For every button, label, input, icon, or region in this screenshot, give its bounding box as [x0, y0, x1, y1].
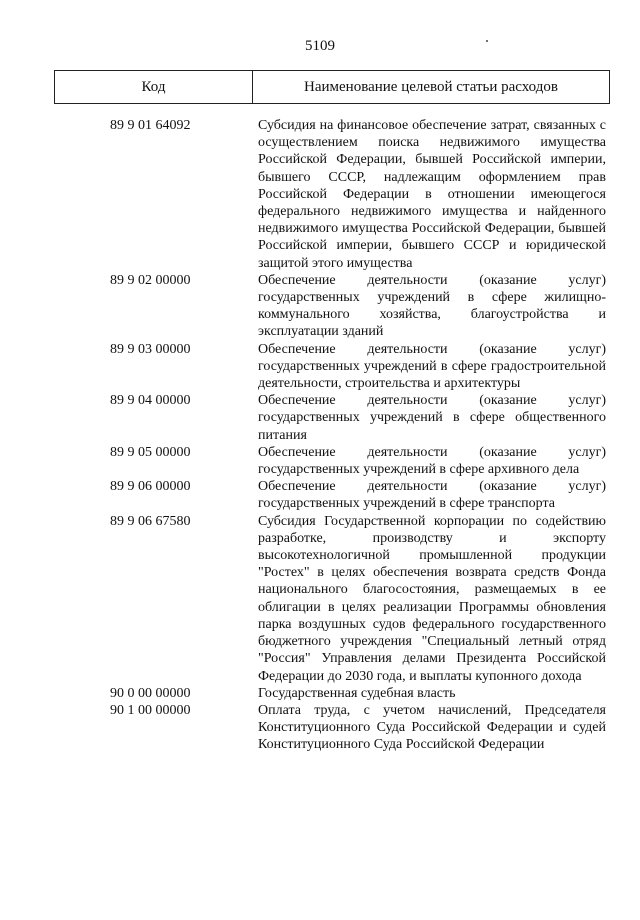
scan-speck: [486, 40, 488, 42]
table-row: [54, 478, 610, 512]
row-code: 89 9 05 00000: [110, 444, 191, 460]
row-code: 89 9 06 00000: [110, 479, 191, 495]
header-name: Наименование целевой статьи расходов: [304, 78, 558, 95]
row-description: Оплата труда, с учетом начислений, Председателя Конституционного Суда Российской Федерации и судей Конституционного Суда Российской Федерации: [258, 702, 606, 753]
row-code: 90 0 00 00000: [110, 685, 191, 701]
row-code: 89 9 04 00000: [110, 393, 191, 409]
table-body: [54, 117, 610, 754]
row-description: Обеспечение деятельности (оказание услуг) государственных учреждений в сфере архивного дела: [258, 444, 606, 478]
row-code: 89 9 01 64092: [110, 118, 191, 133]
row-code: 89 9 06 67580: [110, 513, 191, 529]
table-row: [54, 341, 610, 393]
row-description: Государственная судебная власть: [258, 685, 456, 701]
table-row: [54, 117, 610, 272]
row-code: 89 9 02 00000: [110, 272, 191, 288]
row-code: 89 9 03 00000: [110, 341, 191, 357]
table-row: [54, 685, 610, 702]
table-row: [54, 444, 610, 478]
row-description: Обеспечение деятельности (оказание услуг) государственных учреждений в сфере жилищно-коммунального хозяйства, благоустройства и эксплуатации зданий: [258, 272, 606, 340]
page-number: 5109: [305, 38, 335, 54]
row-description: Обеспечение деятельности (оказание услуг) государственных учреждений в сфере транспорта: [258, 479, 606, 512]
row-description: Субсидия Государственной корпорации по содействию разработке, производству и экспорту высокотехнологичной промышленной продукции "Ростех" в целях обеспечения возврата средств Фонда национального благосостояния, размещаемых в ее облигации в целях реализации Программы обновления парка воздушных судов федерального государственного бюджетного учреждения "Специальный летный отряд "Россия" Управления делами Президента Российской Федерации до 2030 года, и выплаты купонного дохода: [258, 513, 606, 684]
table-header: [54, 70, 610, 104]
row-description: Обеспечение деятельности (оказание услуг) государственных учреждений в сфере градостроительной деятельности, строительства и архитектуры: [258, 341, 606, 392]
table-row: [54, 392, 610, 444]
row-description: Субсидия на финансовое обеспечение затрат, связанных с осуществлением поиска недвижимого имущества Российской Федерации, бывшей Российской империи, бывшего СССР, надлежащим оформлением прав Российской Федерации в отношении имеющегося федерального недвижимого имущества и найденного недвижимого имущества Российской Федерации, бывшей Российской империи, бывшего СССР и юридической защитой этого имущества: [258, 118, 606, 271]
header-code: Код: [55, 71, 253, 103]
table-row: [54, 702, 610, 754]
row-code: 90 1 00 00000: [110, 702, 191, 718]
table-row: [54, 513, 610, 685]
table-row: [54, 272, 610, 341]
row-description: Обеспечение деятельности (оказание услуг) государственных учреждений в сфере общественного питания: [258, 393, 606, 443]
